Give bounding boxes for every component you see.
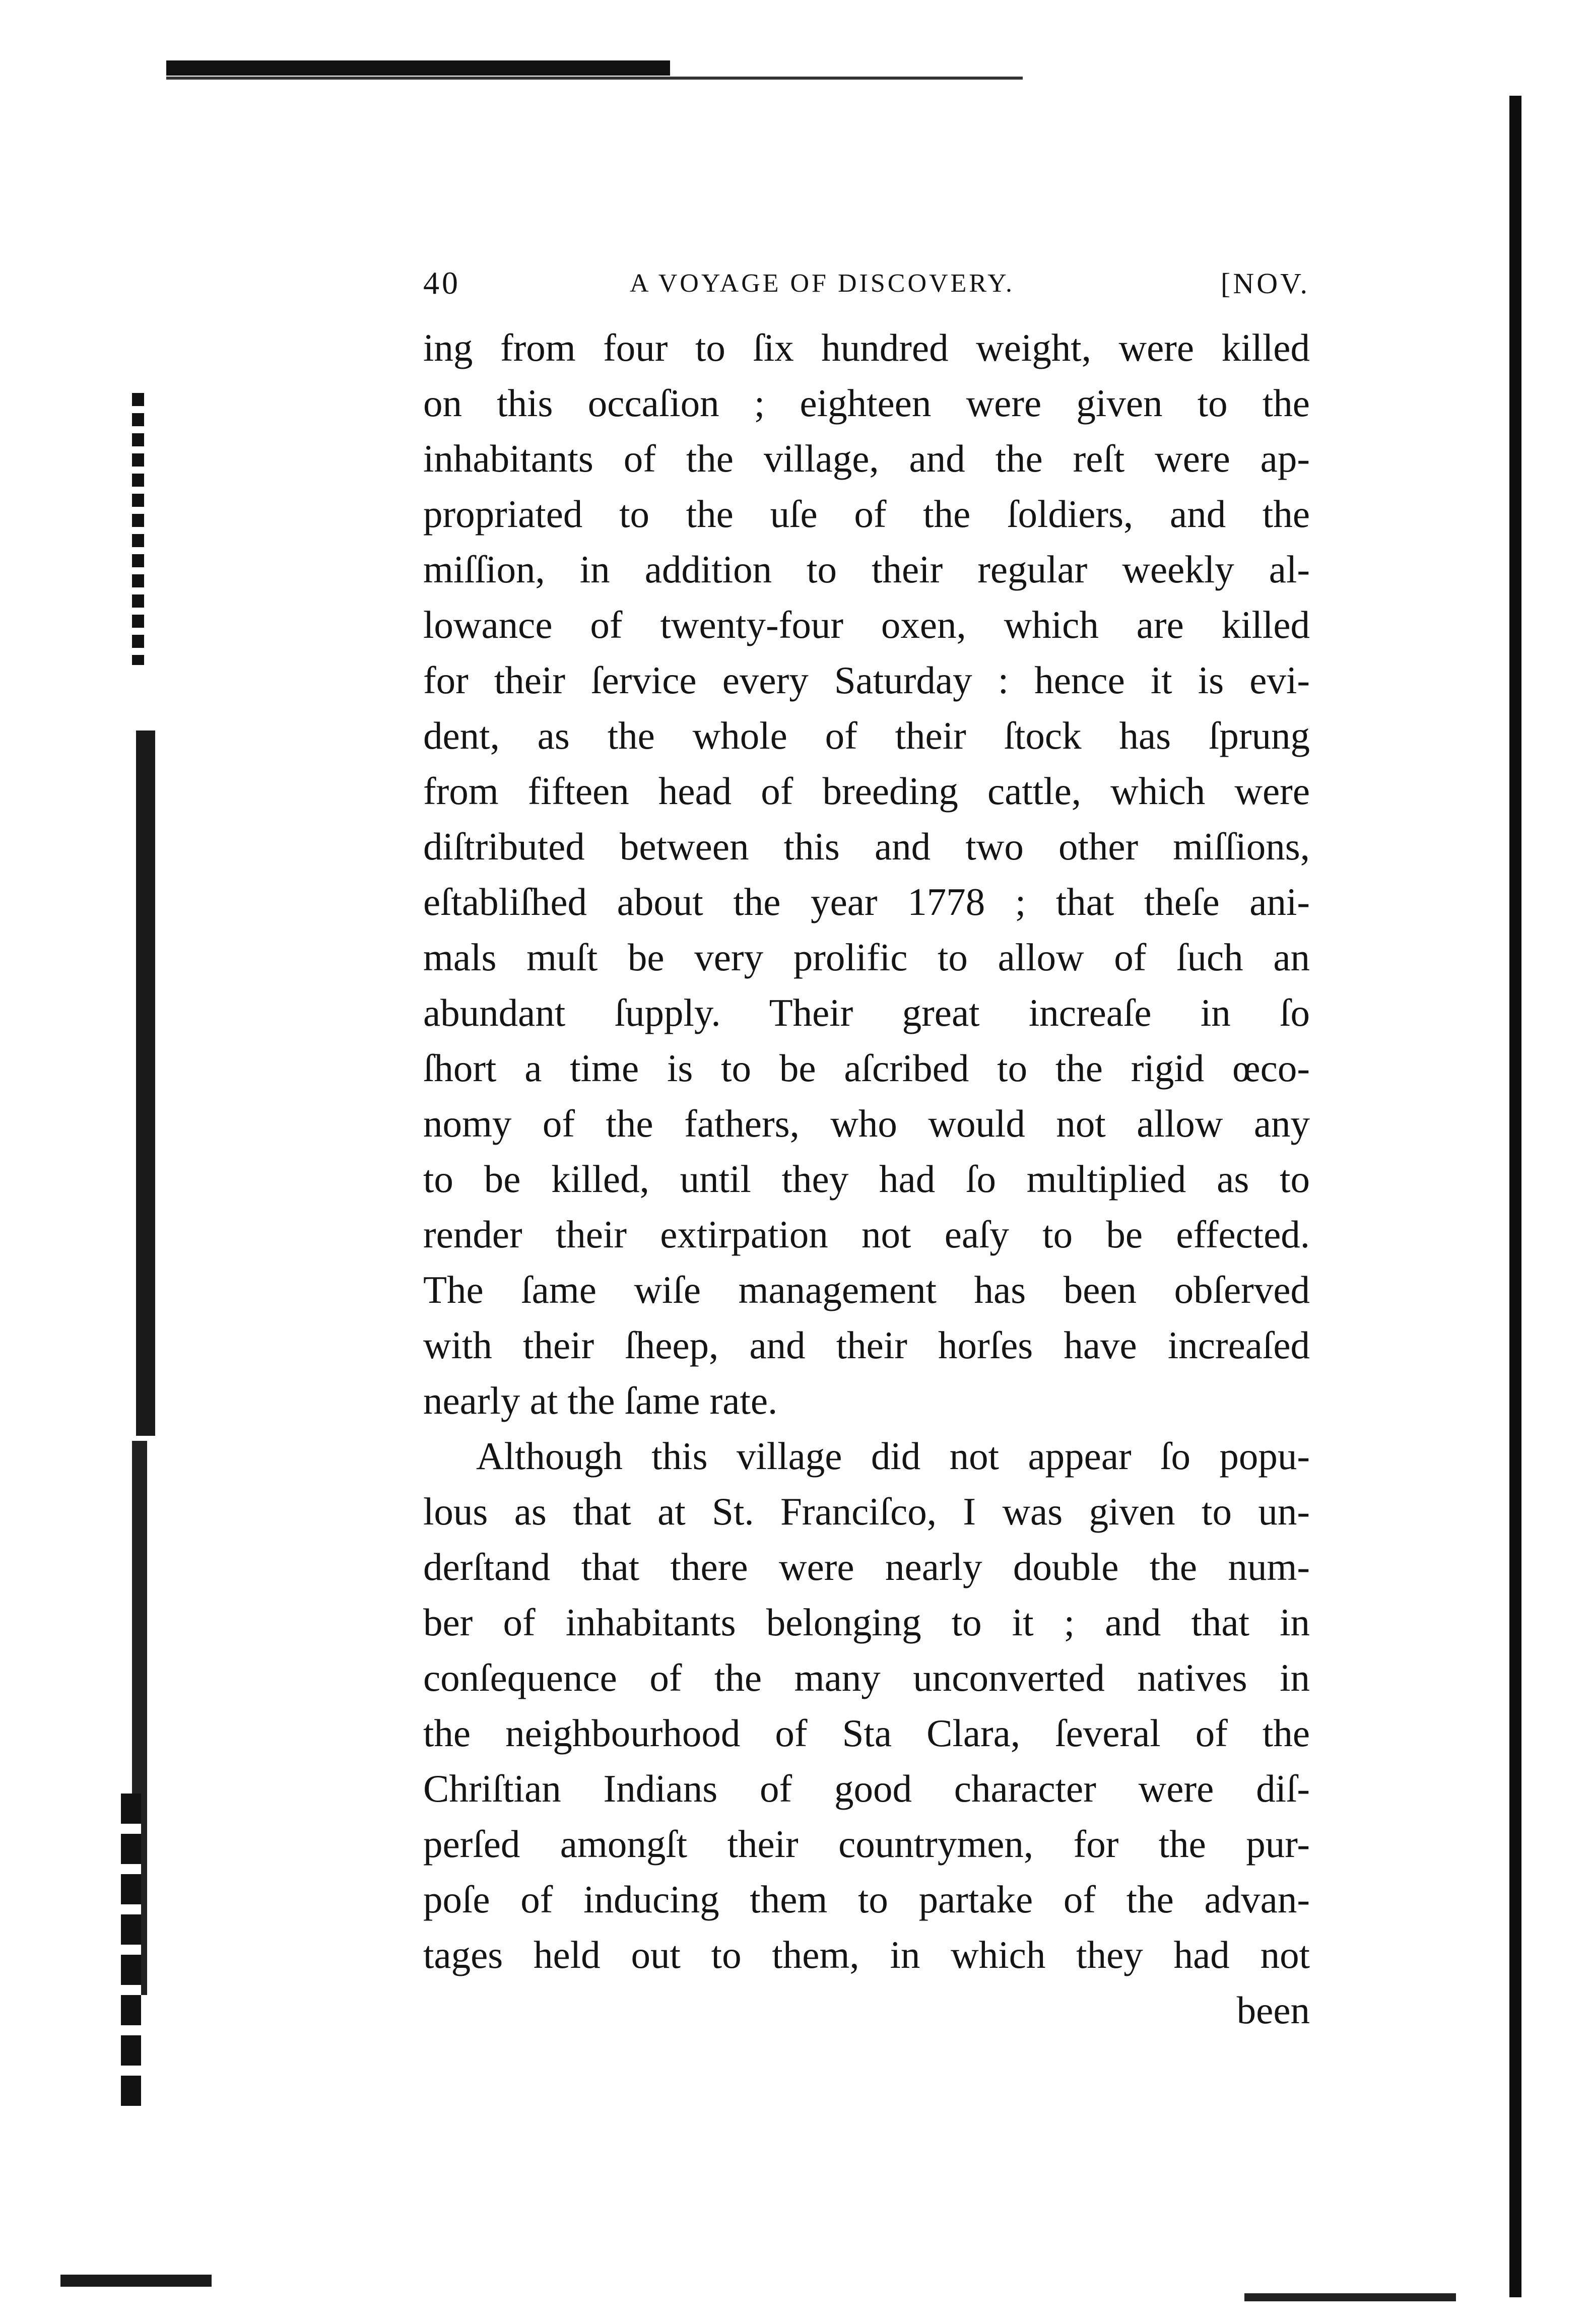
text-line: nomy of the fathers, who would not allow any: [423, 1102, 1310, 1145]
running-title: A VOYAGE OF DISCOVERY.: [630, 269, 1015, 298]
text-line: Chriſtian Indians of good character were diſ-: [423, 1767, 1310, 1810]
text-line: The ſame wiſe management has been obſerved: [423, 1268, 1310, 1311]
text-line: eſtabliſhed about the year 1778 ; that theſe ani-: [423, 880, 1310, 923]
running-date: [NOV.: [1221, 267, 1310, 300]
text-line: nearly at the ſame rate.: [423, 1379, 778, 1422]
scan-edge-bottom-left: [60, 2275, 212, 2287]
text-line: diſtributed between this and two other miſſions,: [423, 825, 1310, 868]
text-line: propriated to the uſe of the ſoldiers, and the: [423, 492, 1310, 536]
text-line: tages held out to them, in which they had not: [423, 1933, 1310, 1976]
text-line: from fifteen head of breeding cattle, which were: [423, 769, 1310, 813]
text-line: Although this village did not appear ſo popu-: [476, 1434, 1310, 1478]
scan-edge-left-bottom: [121, 1794, 141, 2106]
text-line: dent, as the whole of their ſtock has ſprung: [423, 714, 1310, 757]
text-line: derſtand that there were nearly double the num-: [423, 1545, 1310, 1588]
text-line: on this occaſion ; eighteen were given to the: [423, 381, 1310, 425]
text-line: for their ſervice every Saturday : hence it is evi-: [423, 658, 1310, 702]
catchword: been: [1236, 1988, 1310, 2032]
text-line: lowance of twenty-four oxen, which are killed: [423, 603, 1310, 646]
text-line: the neighbourhood of Sta Clara, ſeveral of the: [423, 1711, 1310, 1755]
body-text: [423, 320, 1310, 2113]
text-line: perſed amongſt their countrymen, for the pur-: [423, 1822, 1310, 1866]
text-line: mals muſt be very prolific to allow of ſuch an: [423, 936, 1310, 979]
text-line: render their extirpation not eaſy to be effected.: [423, 1213, 1310, 1256]
scan-edge-left-upper: [132, 393, 144, 665]
scan-edge-top: [166, 60, 670, 76]
scan-edge-left: [136, 731, 155, 1436]
page-number: 40: [423, 265, 460, 301]
running-head: [423, 264, 1310, 315]
text-line: ber of inhabitants belonging to it ; and that in: [423, 1601, 1310, 1644]
text-line: lous as that at St. Franciſco, I was given to un-: [423, 1490, 1310, 1533]
text-line: to be killed, until they had ſo multiplied as to: [423, 1157, 1310, 1201]
text-line: inhabitants of the village, and the reſt were ap-: [423, 437, 1310, 480]
text-line: conſequence of the many unconverted natives in: [423, 1656, 1310, 1699]
text-line: with their ſheep, and their horſes have increaſed: [423, 1323, 1310, 1367]
text-line: ing from four to ſix hundred weight, were killed: [423, 326, 1310, 369]
text-line: ſhort a time is to be aſcribed to the rigid œco-: [423, 1046, 1310, 1090]
text-line: miſſion, in addition to their regular weekly al-: [423, 548, 1310, 591]
text-line: abundant ſupply. Their great increaſe in ſo: [423, 991, 1310, 1034]
text-line: poſe of inducing them to partake of the advan-: [423, 1878, 1310, 1921]
scan-edge-top-thin: [166, 77, 1023, 80]
scan-edge-bottom-right: [1244, 2293, 1456, 2301]
scan-edge-right: [1509, 96, 1521, 2297]
